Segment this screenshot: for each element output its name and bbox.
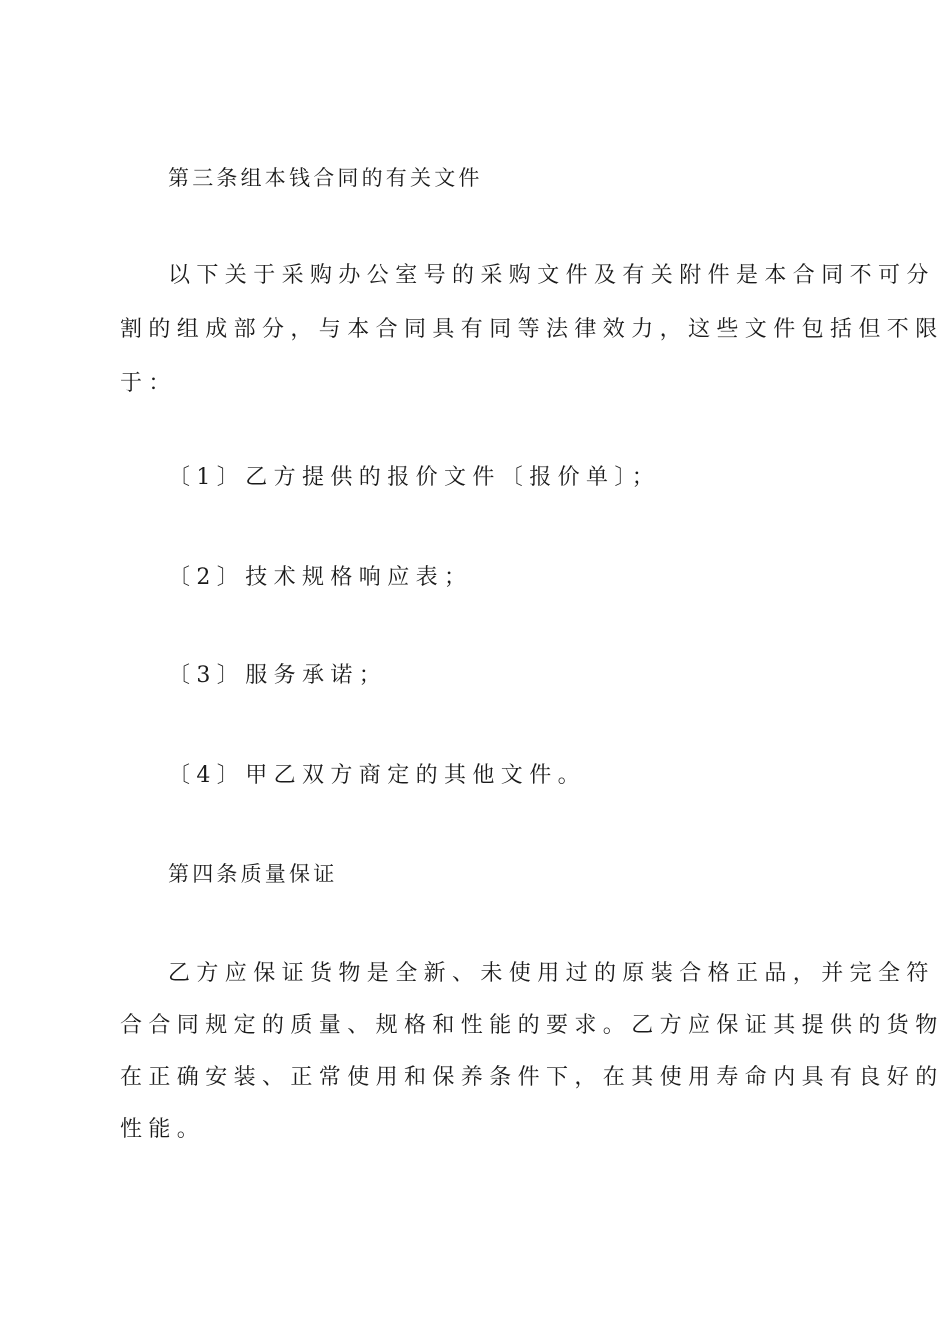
list-item-1: 〔1〕乙方提供的报价文件〔报价单〕；: [168, 465, 661, 490]
section-4-paragraph-line-3: 在正确安装、正常使用和保养条件下，在其使用寿命内具有良好的: [120, 1065, 944, 1090]
list-item-3: 〔3〕服务承诺；: [168, 663, 388, 688]
section-4-paragraph-line-1: 乙方应保证货物是全新、未使用过的原装合格正品，并完全符: [168, 961, 935, 986]
section-3-paragraph-line-3: 于：: [120, 371, 177, 396]
section-4-paragraph-line-4: 性能。: [120, 1117, 206, 1142]
list-item-2: 〔2〕技术规格响应表；: [168, 565, 473, 590]
section-3-paragraph-line-2: 割的组成部分，与本合同具有同等法律效力，这些文件包括但不限: [120, 317, 944, 342]
list-item-4: 〔4〕甲乙双方商定的其他文件。: [168, 763, 586, 788]
section-4-paragraph-line-2: 合合同规定的质量、规格和性能的要求。乙方应保证其提供的货物: [120, 1013, 944, 1038]
section-3-paragraph-line-1: 以下关于采购办公室号的采购文件及有关附件是本合同不可分: [168, 263, 935, 288]
section-4-heading: 第四条质量保证: [168, 862, 338, 886]
section-3-heading: 第三条组本钱合同的有关文件: [168, 166, 483, 190]
